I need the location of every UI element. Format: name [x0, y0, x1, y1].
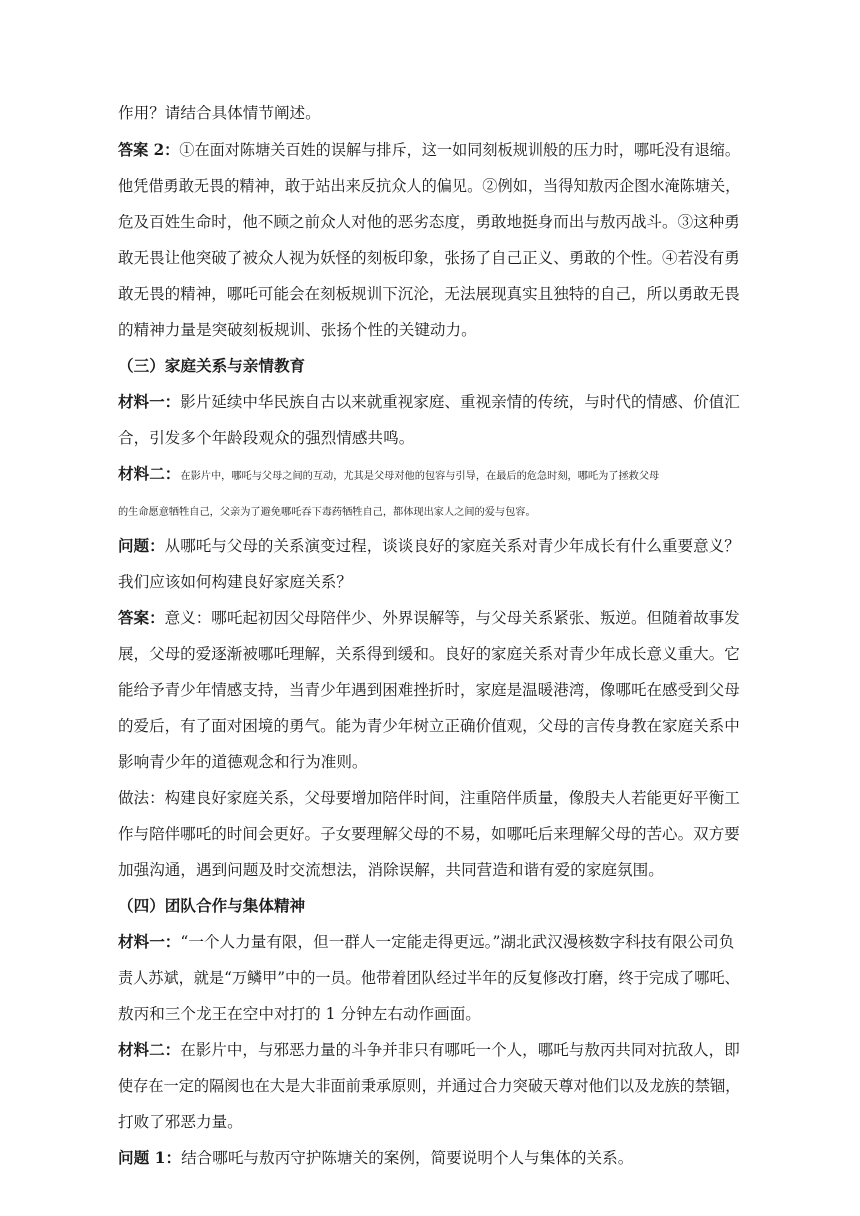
- line-text: 敢无畏让他突破了被众人视为妖怪的刻板印象，张扬了自己正义、勇敢的个性。④若没有勇: [118, 249, 740, 267]
- line-text: 合，引发多个年龄段观众的强烈情感共鸣。: [118, 429, 415, 447]
- line-text: 敖丙和三个龙王在空中对打的 1 分钟左右动作画面。: [118, 1005, 481, 1023]
- text-line: [118, 176, 740, 196]
- line-text: 作与陪伴哪吒的时间会更好。子女要理解父母的不易，如哪吒后来理解父母的苦心。双方要: [118, 825, 740, 843]
- line-text: 影片延续中华民族自古以来就重视家庭、重视亲情的传统，与时代的情感、价值汇: [180, 393, 740, 411]
- text-line: [118, 932, 734, 952]
- line-text: “一个人力量有限，但一群人一定能走得更远。”湖北武汉漫核数字科技有限公司负: [180, 933, 735, 951]
- text-line: [118, 716, 740, 736]
- line-text: 敢无畏的精神，哪吒可能会在刻板规训下沉沦，无法展现真实且独特的自己，所以勇敢无畏: [118, 285, 740, 303]
- text-line: [118, 103, 321, 123]
- line-text: 做法：构建良好家庭关系，父母要增加陪伴时间，注重陪伴质量，像殷夫人若能更好平衡工: [118, 789, 740, 807]
- line-label: 答案：: [118, 608, 165, 627]
- line-label: 材料一：: [118, 392, 181, 411]
- line-text: 结合哪吒与敖丙守护陈塘关的案例，简要说明个人与集体的关系。: [181, 1149, 634, 1167]
- text-line: [118, 824, 740, 844]
- line-text: 加强沟通，遇到问题及时交流想法，消除误解，共同营造和谐有爱的家庭氛围。: [118, 861, 664, 879]
- line-text: 从哪吒与父母的关系演变过程，谈谈良好的家庭关系对青少年成长有什么重要意义？: [164, 537, 740, 555]
- line-small-text: 的生命愿意牺牲自己，父亲为了避免哪吒吞下毒药牺牲自己，都体现出家人之间的爱与包容。: [118, 507, 536, 518]
- text-line: [118, 536, 740, 556]
- line-label: 问题 1：: [118, 1148, 182, 1167]
- text-line: [118, 1040, 740, 1060]
- text-line: [118, 320, 477, 340]
- text-line: [118, 860, 664, 880]
- text-line: [118, 284, 740, 304]
- text-line: [118, 1076, 740, 1096]
- text-line: [118, 644, 740, 664]
- line-text: 打败了邪恶力量。: [118, 1113, 243, 1131]
- text-line: [118, 1112, 243, 1132]
- line-text: 作用？请结合具体情节阐述。: [118, 104, 321, 122]
- line-text: 危及百姓生命时，他不顾之前众人对他的恶劣态度，勇敢地挺身而出与敖丙战斗。③这种勇: [118, 213, 740, 231]
- line-label: 问题：: [118, 536, 165, 555]
- line-small-text: 在影片中，哪吒与父母之间的互动，尤其是父母对他的包容与引导，在最后的危急时刻，哪吒为了拯救父母: [180, 471, 660, 482]
- line-text: 他凭借勇敢无畏的精神，敢于站出来反抗众人的偏见。②例如，当得知敖丙企图水淹陈塘关，: [118, 177, 741, 195]
- section-heading: （四）团队合作与集体精神: [118, 896, 306, 915]
- text-line: [118, 968, 740, 988]
- line-text: 影响青少年的道德观念和行为准则。: [118, 753, 368, 771]
- line-text: ①在面对陈塘关百姓的误解与排斥，这一如同刻板规训般的压力时，哪吒没有退缩。: [179, 141, 741, 159]
- text-line: [118, 500, 536, 520]
- text-line: [118, 572, 352, 592]
- text-line: [118, 464, 659, 484]
- text-line: [118, 752, 368, 772]
- line-text: 展，父母的爱逐渐被哪吒理解，关系得到缓和。良好的家庭关系对青少年成长意义重大。它: [118, 645, 740, 663]
- text-line: [118, 140, 740, 160]
- text-line: [118, 1004, 481, 1024]
- line-text: 的爱后，有了面对困境的勇气。能为青少年树立正确价值观，父母的言传身教在家庭关系中: [118, 717, 740, 735]
- line-label: 材料二：: [118, 1040, 181, 1059]
- text-line: [118, 248, 740, 268]
- line-text: 我们应该如何构建良好家庭关系？: [118, 573, 352, 591]
- section-heading: （三）家庭关系与亲情教育: [118, 356, 306, 375]
- text-line: [118, 212, 740, 232]
- line-label: 答案 2：: [118, 140, 180, 159]
- text-line: [118, 788, 740, 808]
- line-text: 能给予青少年情感支持，当青少年遇到困难挫折时，家庭是温暖港湾，像哪吒在感受到父母: [118, 681, 740, 699]
- line-text: 在影片中，与邪恶力量的斗争并非只有哪吒一个人，哪吒与敖丙共同对抗敌人，即: [180, 1041, 740, 1059]
- text-line: [118, 680, 740, 700]
- text-line: [118, 608, 740, 628]
- line-text: 使存在一定的隔阂也在大是大非面前秉承原则，并通过合力突破天尊对他们以及龙族的禁锢，: [118, 1077, 741, 1095]
- line-text: 责人苏斌，就是“万鳞甲”中的一员。他带着团队经过半年的反复修改打磨，终于完成了哪吒、: [118, 969, 740, 987]
- line-text: 的精神力量是突破刻板规训、张扬个性的关键动力。: [118, 321, 477, 339]
- line-text: 意义：哪吒起初因父母陪伴少、外界误解等，与父母关系紧张、叛逆。但随着故事发: [164, 609, 740, 627]
- text-line: [118, 1148, 633, 1168]
- text-line: [118, 392, 740, 412]
- line-label: 材料二：: [118, 464, 181, 483]
- line-label: 材料一：: [118, 932, 181, 951]
- text-line: [118, 428, 414, 448]
